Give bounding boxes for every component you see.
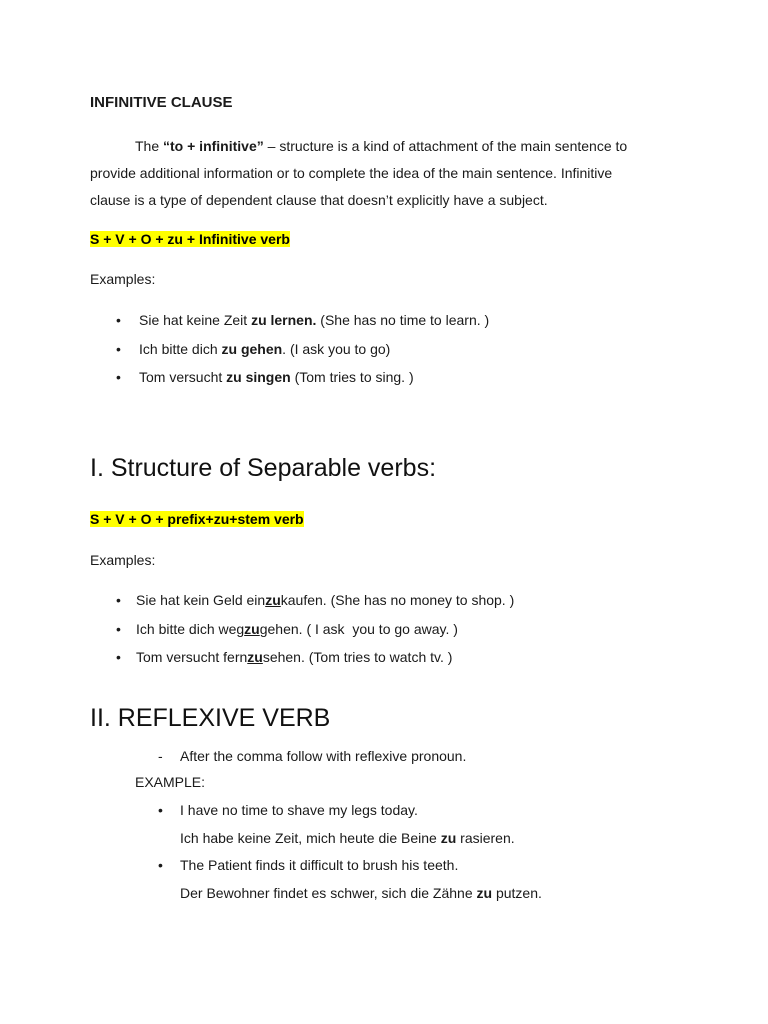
list-item [139,311,489,329]
dash-icon: - [158,748,163,764]
item-text: (She has no time to learn. ) [316,312,490,328]
bullet-icon: • [116,621,121,637]
item-bold: zu singen [226,369,291,385]
bullet-icon: • [158,857,163,873]
item-bold: zu gehen [221,341,283,357]
german-sentence [180,829,515,847]
para-text: – structure is a kind of attachment of the main sentence to [263,138,628,154]
item-text: Ich habe keine Zeit, mich heute die Beine [180,830,441,846]
dash-item: After the comma follow with reflexive pronoun. [180,748,467,764]
bullet-icon: • [116,592,121,608]
para-bold-term: “to + infinitive” [163,138,264,154]
item-text: Sie hat kein Geld ein [136,592,266,608]
item-text: sehen. (Tom tries to watch tv. ) [262,649,453,665]
bullet-icon: • [116,312,121,328]
list-item [136,648,452,666]
bullet-icon: • [116,649,121,665]
section-heading-infinitive: INFINITIVE CLAUSE [90,94,233,111]
list-item [136,620,458,638]
english-sentence: I have no time to shave my legs today. [180,802,418,818]
paragraph-line-2: provide additional information or to complete the idea of the main sentence. Infinitive [90,165,613,181]
item-text: kaufen. (She has no money to shop. ) [280,592,515,608]
formula-infinitive [90,230,290,248]
paragraph-line-3: clause is a type of dependent clause that doesn’t explicitly have a subject. [90,192,548,208]
item-text: Sie hat keine Zeit [139,312,252,328]
item-text: (Tom tries to sing. ) [290,369,414,385]
list-item [139,368,414,386]
item-text: gehen. ( I ask you to go away. ) [259,621,458,637]
list-item [136,591,514,609]
bullet-icon: • [158,802,163,818]
item-underlined-zu: zu [265,592,281,608]
item-underlined-zu: zu [244,621,260,637]
item-text: Der Bewohner findet es schwer, sich die Zähne [180,885,477,901]
list-item [139,340,390,358]
item-underlined-zu: zu [247,649,263,665]
item-bold: zu [476,885,493,901]
paragraph-line-1 [135,137,627,155]
bullet-icon: • [116,369,121,385]
item-text: putzen. [492,885,542,901]
item-text: Ich bitte dich weg [136,621,245,637]
item-bold: zu lernen. [251,312,317,328]
highlighted-formula: S + V + O + prefix+zu+stem verb [90,511,304,527]
german-sentence [180,884,542,902]
highlighted-formula: S + V + O + zu + Infinitive verb [90,231,290,247]
english-sentence: The Patient finds it difficult to brush his teeth. [180,857,459,873]
examples-label: Examples: [90,552,156,568]
item-text: Ich bitte dich [139,341,222,357]
bullet-icon: • [116,341,121,357]
section-heading-reflexive: II. REFLEXIVE VERB [90,704,331,732]
section-heading-separable: I. Structure of Separable verbs: [90,454,437,482]
item-text: Tom versucht [139,369,227,385]
item-text: . (I ask you to go) [282,341,391,357]
item-bold: zu [440,830,457,846]
item-text: Tom versucht fern [136,649,248,665]
formula-separable [90,510,304,528]
examples-label: Examples: [90,271,156,287]
item-text: rasieren. [456,830,515,846]
para-text: The [135,138,164,154]
example-label: EXAMPLE: [135,774,206,790]
